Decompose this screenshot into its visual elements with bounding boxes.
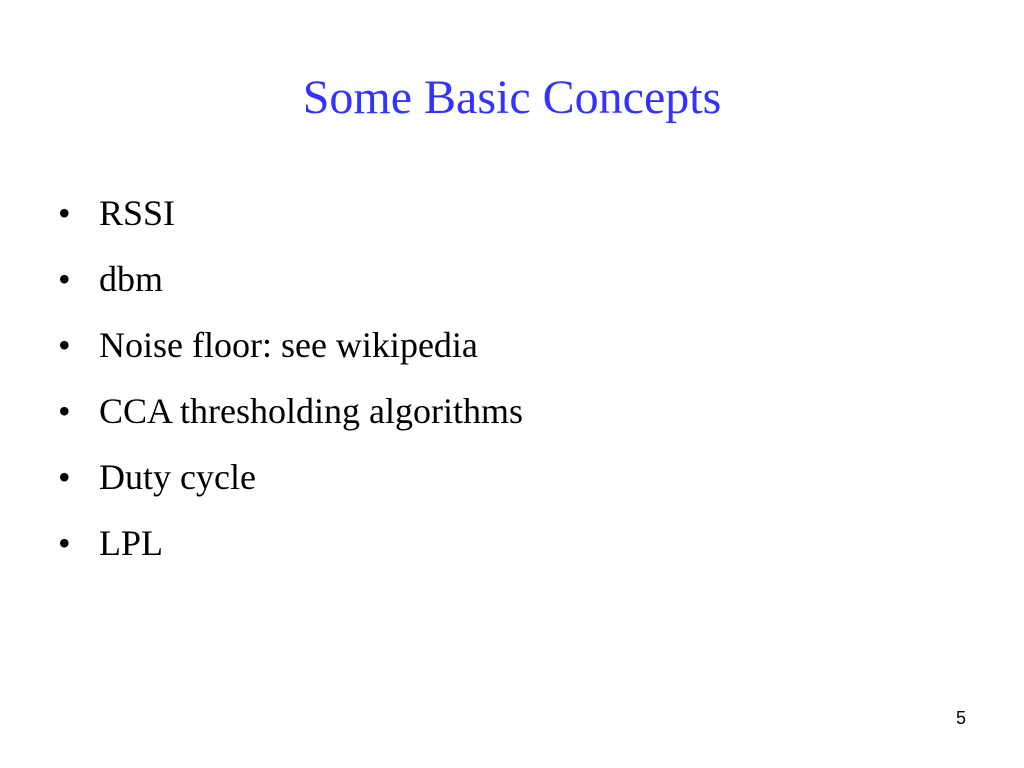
bullet-icon: • — [58, 523, 71, 563]
bullet-icon: • — [58, 259, 71, 299]
bullet-text: Duty cycle — [99, 457, 256, 497]
slide-title: Some Basic Concepts — [302, 71, 722, 124]
bullet-icon: • — [58, 193, 71, 233]
bullet-icon: • — [58, 457, 71, 497]
bullet-text: Noise floor: see wikipedia — [99, 325, 478, 365]
bullet-text: RSSI — [99, 193, 176, 233]
slide-number: 5 — [955, 708, 966, 728]
bullet-item-lpl — [58, 516, 958, 582]
bullet-item-cca — [58, 384, 958, 450]
bullet-icon: • — [58, 391, 71, 431]
bullet-text: LPL — [99, 523, 164, 563]
bullet-item-noise-floor — [58, 318, 958, 384]
bullet-text: dbm — [99, 259, 164, 299]
bullet-item-dbm — [58, 252, 958, 318]
bullet-list — [58, 186, 958, 582]
bullet-icon: • — [58, 325, 71, 365]
bullet-item-rssi — [58, 186, 958, 252]
bullet-text: CCA thresholding algorithms — [99, 391, 524, 431]
bullet-item-duty-cycle — [58, 450, 958, 516]
